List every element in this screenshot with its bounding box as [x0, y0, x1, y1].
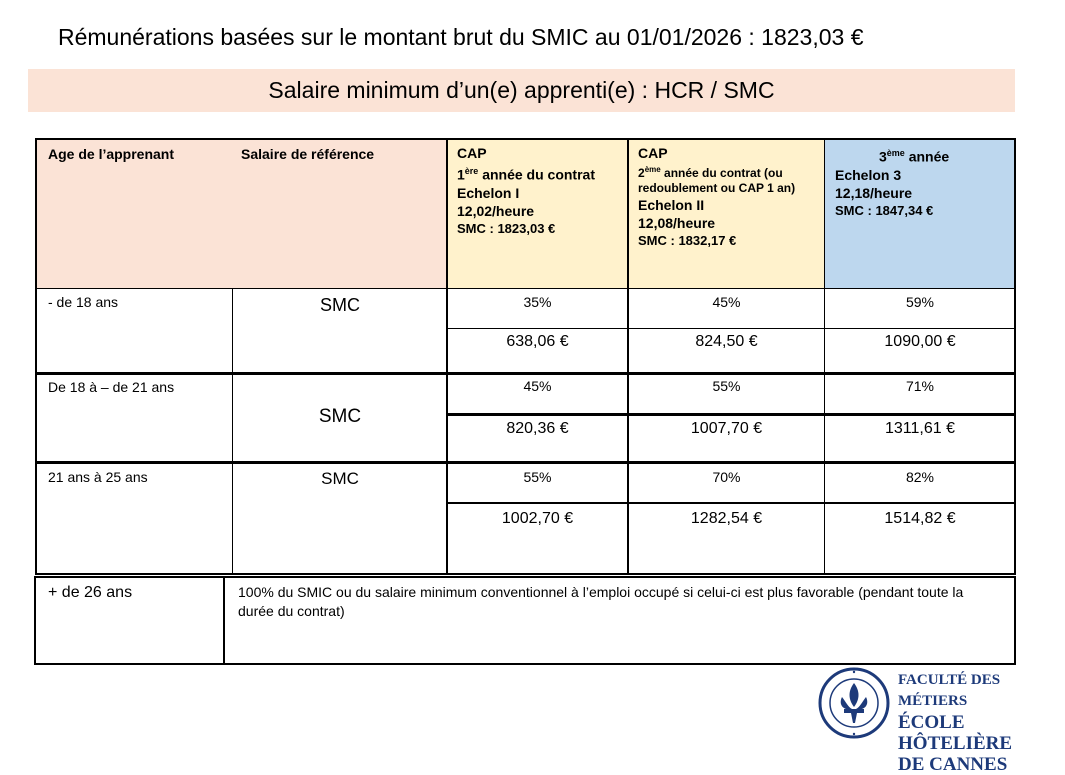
table-border-right — [1014, 138, 1016, 575]
header-cap-year2-l4: 12,08/heure — [638, 215, 716, 231]
header-cap-year2-l1: CAP — [638, 145, 668, 161]
row1-amt-year3: 1090,00 € — [884, 333, 956, 350]
school-name — [898, 670, 1065, 775]
col-divider-1 — [232, 288, 233, 575]
subtitle-text: Salaire minimum d’un(e) apprenti(e) : HCR / SMC — [268, 77, 775, 103]
header-cap-year1-l5: SMC : 1823,03 € — [457, 220, 556, 236]
row2-amt-cap1: 820,36 € — [506, 420, 569, 437]
last-row-text: 100% du SMIC ou du salaire minimum conventionnel à l’emploi occupé si celui-ci est plus favorable (pendant toute la durée du contrat) — [238, 584, 964, 619]
header-cap-year2 — [638, 144, 824, 250]
header-cap-year1-l1: CAP — [457, 145, 487, 161]
row2-pct-year3: 71% — [905, 378, 935, 394]
col-divider-3 — [627, 138, 629, 575]
last-row-right — [1014, 576, 1016, 665]
row2-age: De 18 à – de 21 ans — [48, 379, 175, 395]
row1-age: - de 18 ans — [48, 294, 119, 310]
row2-amt-cap2: 1007,70 € — [690, 420, 763, 437]
header-reference: Salaire de référence — [241, 146, 375, 162]
row3-reference: SMC — [321, 469, 359, 488]
row2-mid — [447, 413, 1016, 416]
col-divider-4 — [824, 138, 825, 575]
row1-amt-cap1: 638,06 € — [506, 333, 569, 350]
row1-mid — [447, 328, 1016, 329]
col-divider-2 — [446, 138, 448, 575]
row2-reference: SMC — [318, 406, 362, 427]
header-third-year-l4: 12,18/heure — [835, 184, 913, 201]
table-border-left — [35, 138, 37, 575]
header-cap-year2-l3: Echelon II — [638, 197, 705, 213]
row2-amt-year3: 1311,61 € — [885, 420, 955, 437]
row1-reference: SMC — [320, 295, 360, 315]
school-seal-logo — [818, 667, 890, 739]
header-cap-year2-l5: SMC : 1832,17 € — [638, 233, 737, 248]
row3-amt-cap1: 1002,70 € — [501, 510, 574, 527]
school-name-line1: FACULTÉ DES MÉTIERS — [898, 672, 1001, 709]
row3-pct-cap1: 55% — [523, 469, 552, 485]
header-third-year-l5: SMC : 1847,34 € — [835, 202, 934, 218]
row2-pct-cap1: 45% — [523, 378, 552, 394]
row3-pct-year3: 82% — [905, 469, 935, 485]
header-cap-year1 — [457, 144, 627, 238]
row1-pct-year3: 59% — [905, 294, 935, 310]
last-row-divider — [223, 576, 225, 665]
row3-pct-cap2: 70% — [712, 469, 741, 485]
row2-bottom — [35, 461, 1016, 464]
school-name-line2: ÉCOLE HÔTELIÈRE — [898, 712, 1013, 754]
header-cap-year1-l3: Echelon I — [457, 184, 520, 201]
header-cap-year2-l2: 2ème année du contrat (ou — [638, 165, 783, 180]
row3-amt-cap2: 1282,54 € — [690, 510, 763, 527]
last-row-top — [34, 576, 1016, 578]
header-third-year-l3: Echelon 3 — [835, 166, 902, 183]
row3-bottom — [35, 573, 1016, 575]
header-cap-year1-l2: 1ère année du contrat — [457, 166, 595, 183]
last-row-age: + de 26 ans — [48, 584, 133, 601]
row1-bottom — [35, 372, 1016, 375]
header-cap-year2-l2c: redoublement ou CAP 1 an) — [638, 181, 796, 195]
row1-pct-cap1: 35% — [523, 294, 552, 310]
row3-age: 21 ans à 25 ans — [48, 469, 148, 485]
last-row-left — [34, 576, 36, 665]
page-title: Rémunérations basées sur le montant brut du SMIC au 01/01/2026 : 1823,03 € — [58, 24, 864, 50]
row3-mid — [447, 502, 1016, 504]
row1-amt-cap2: 824,50 € — [695, 333, 758, 350]
row2-pct-cap2: 55% — [712, 378, 741, 394]
subtitle-banner — [28, 69, 1015, 112]
school-name-line3: DE CANNES — [898, 754, 1008, 775]
last-row-bottom — [34, 663, 1016, 665]
table-border-top — [35, 138, 1016, 140]
header-age: Age de l’apprenant — [48, 146, 175, 162]
row1-pct-cap2: 45% — [712, 294, 741, 310]
header-third-year — [835, 144, 1013, 220]
table-header-bottom — [35, 288, 1016, 289]
row3-amt-year3: 1514,82 € — [884, 510, 956, 527]
header-cap-year1-l4: 12,02/heure — [457, 202, 535, 219]
header-third-year-l1: 3ème année — [879, 148, 950, 165]
